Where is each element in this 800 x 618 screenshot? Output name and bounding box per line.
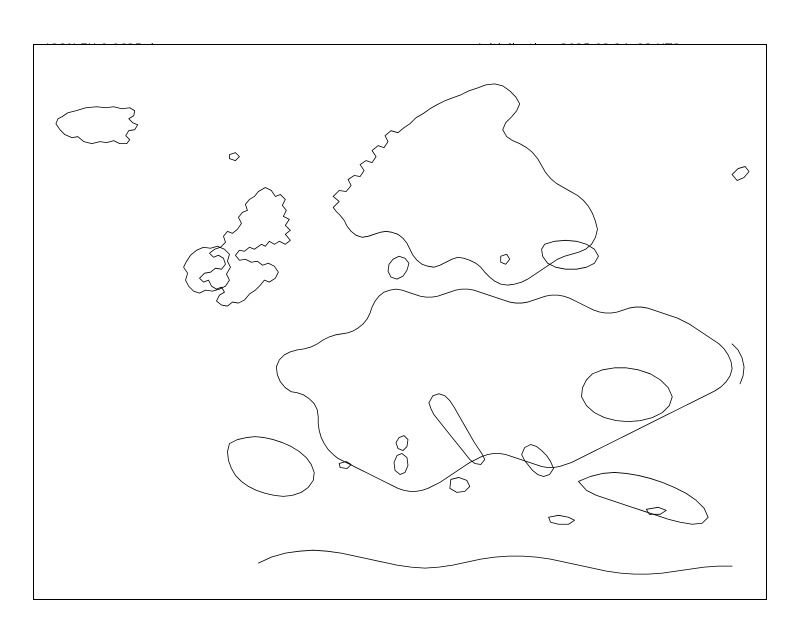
coastline-sardinia [394, 454, 408, 475]
island-faroe [229, 153, 239, 161]
island-gotland [501, 254, 510, 264]
coastline-crete [549, 515, 575, 524]
coastline-eastern-edge [732, 344, 744, 384]
coastline-north-africa [258, 550, 732, 574]
coastline-italy [429, 394, 485, 465]
coastline-corsica [396, 436, 408, 451]
coastline-black-sea [582, 368, 673, 422]
coastline-scandinavia [333, 84, 597, 285]
coastline-ireland [184, 246, 231, 293]
coastline-greece [522, 445, 554, 477]
map-frame [33, 44, 767, 600]
coastline-iceland [56, 107, 138, 144]
island-balearic [339, 461, 351, 468]
coastline-iberia [227, 437, 314, 497]
coastline-continental-europe [276, 289, 732, 491]
europe-coastline-map [34, 45, 766, 599]
island-novaya-zemlya [732, 167, 749, 181]
coastline-turkey [579, 472, 709, 524]
coastline-sicily [450, 477, 470, 492]
coastline-denmark [388, 256, 409, 279]
coastline-great-britain [200, 187, 291, 306]
